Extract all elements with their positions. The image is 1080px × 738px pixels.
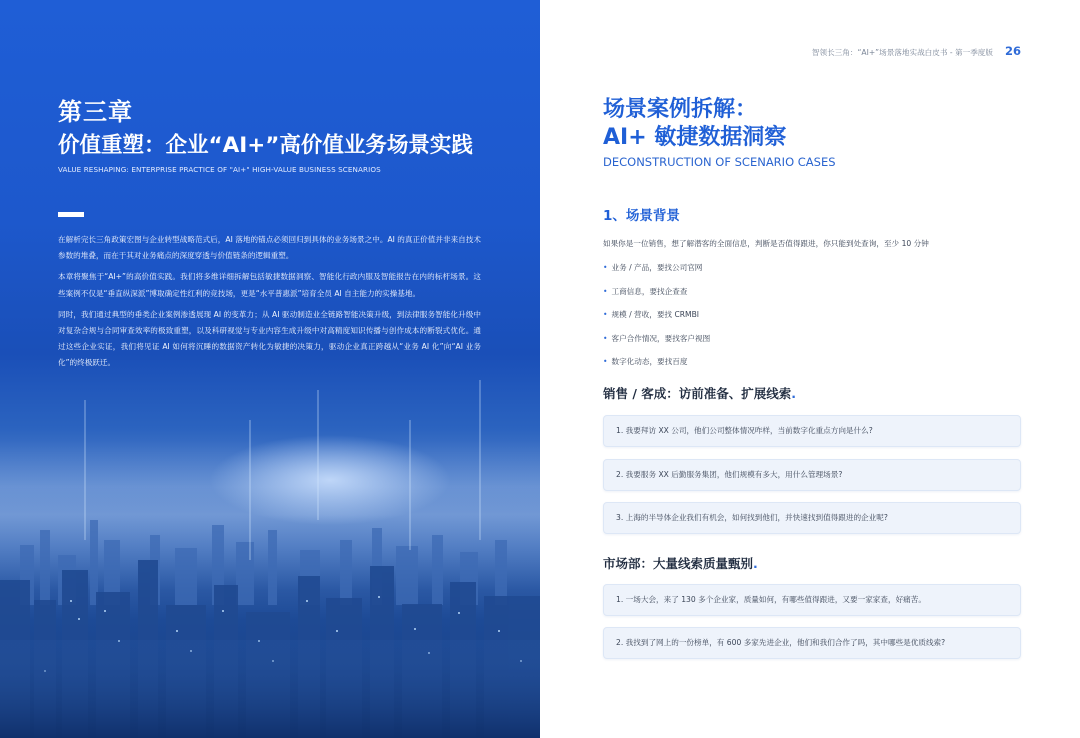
bullet-dot-icon: • [603, 310, 608, 320]
list-item-text: 客户合作情况，要找客户视图 [611, 333, 711, 343]
intro-paragraph: 本章将聚焦于“AI+”的高价值实践。我们将多维详细拆解包括敏捷数据洞察、智能化行政内服及智能报告在内的标杆场景。这些案例不仅是“垂直纵深派”博取确定性红利的竞技场，更是“水平普惠派”培育全员 AI 自主能力的实操基地。 [58, 272, 481, 298]
list-item [603, 258, 710, 282]
section-title-english: DECONSTRUCTION OF SCENARIO CASES [603, 155, 836, 169]
chapter-title: 价值重塑：企业“AI+”高价值业务场景实践 [58, 133, 473, 158]
marketing-group-heading [603, 554, 758, 572]
bullet-dot-icon: • [603, 357, 608, 367]
question-card: 3. 上海的半导体企业我们有机会，如何找到他们，并快速找到值得跟进的企业呢? [603, 502, 1021, 534]
list-item [603, 352, 710, 376]
bullet-dot-icon: • [603, 286, 608, 296]
title-divider-bar [58, 212, 84, 217]
bullet-dot-icon: • [603, 263, 608, 272]
intro-paragraph: 同时，我们通过典型的垂类企业案例渗透展现 AI 的变革力；从 AI 驱动制造业全链路智能决策升级，到法律服务智能化升级中对复杂合规与合同审查效率的极致重塑，以及科研视觉与专业内容生成升级中对高精度知识传播与创作成本的断裂式优化。通过这些企业实证，我们将见证 AI 如何将沉睡的数据资产转化为敏捷的决策力，驱动企业真正跨越从“业务 AI 化”向“AI 业务化”的终极跃迁。 [58, 309, 481, 368]
page-number: 26 [1004, 44, 1021, 58]
group-heading-text: 市场部：大量线索质量甄别 [603, 556, 754, 571]
sales-group-heading [603, 384, 796, 402]
group-heading-text: 销售 / 客成：访前准备、扩展线索 [603, 386, 792, 401]
scenario-background-heading: 1、场景背景 [603, 208, 680, 224]
list-item-text: 业务 / 产品，要找公司官网 [611, 263, 703, 272]
question-card: 1. 我要拜访 XX 公司，他们公司整体情况咋样，当前数字化重点方向是什么? [603, 415, 1021, 447]
bullet-dot-icon: • [603, 333, 608, 343]
section-title-line: AI+ 敏捷数据洞察 [603, 125, 787, 150]
question-card: 2. 我要服务 XX 后勤服务集团，他们规模有多大，用什么管理场景? [603, 459, 1021, 491]
lookup-source-list [603, 258, 710, 376]
list-item-text: 数字化动态，要找百度 [611, 357, 688, 367]
scenario-background-text: 如果你是一位销售，想了解潜客的全面信息，判断是否值得跟进，你只能到处查询，至少 10 分钟 [603, 239, 929, 248]
list-item [603, 305, 710, 329]
list-item [603, 329, 710, 353]
list-item-text: 工商信息，要找企查查 [611, 286, 688, 296]
running-header: 智领长三角：“AI+”场景落地实战白皮书 - 第一季度版 [811, 48, 993, 57]
list-item [603, 282, 710, 306]
chapter-title-english: VALUE RESHAPING: ENTERPRISE PRACTICE OF "AI+" HIGH-VALUE BUSINESS SCENARIOS [58, 165, 381, 174]
intro-paragraph: 在解析完长三角政策宏图与企业转型战略范式后，AI 落地的锚点必须回归到具体的业务场景之中。AI 的真正价值并非来自技术参数的堆叠，而在于其对业务痛点的深度穿透与价值链条的逻辑重塑。 [58, 235, 481, 261]
list-item-text: 规模 / 营收，要找 CRMBI [611, 310, 700, 320]
section-title [603, 96, 1003, 152]
heading-accent-mark: . [753, 556, 758, 571]
question-card: 2. 我找到了网上的一份榜单，有 600 多家先进企业，他们和我们合作了吗，其中哪些是优质线索? [603, 627, 1021, 659]
question-card: 1. 一场大会，来了 130 多个企业家，质量如何，有哪些值得跟进，又要一家家查，好痛苦。 [603, 584, 1021, 616]
section-title-line: 场景案例拆解： [603, 97, 758, 122]
chapter-number: 第三章 [58, 98, 133, 126]
chapter-intro [58, 232, 481, 377]
heading-accent-mark: . [791, 386, 797, 401]
right-page [540, 0, 1080, 738]
